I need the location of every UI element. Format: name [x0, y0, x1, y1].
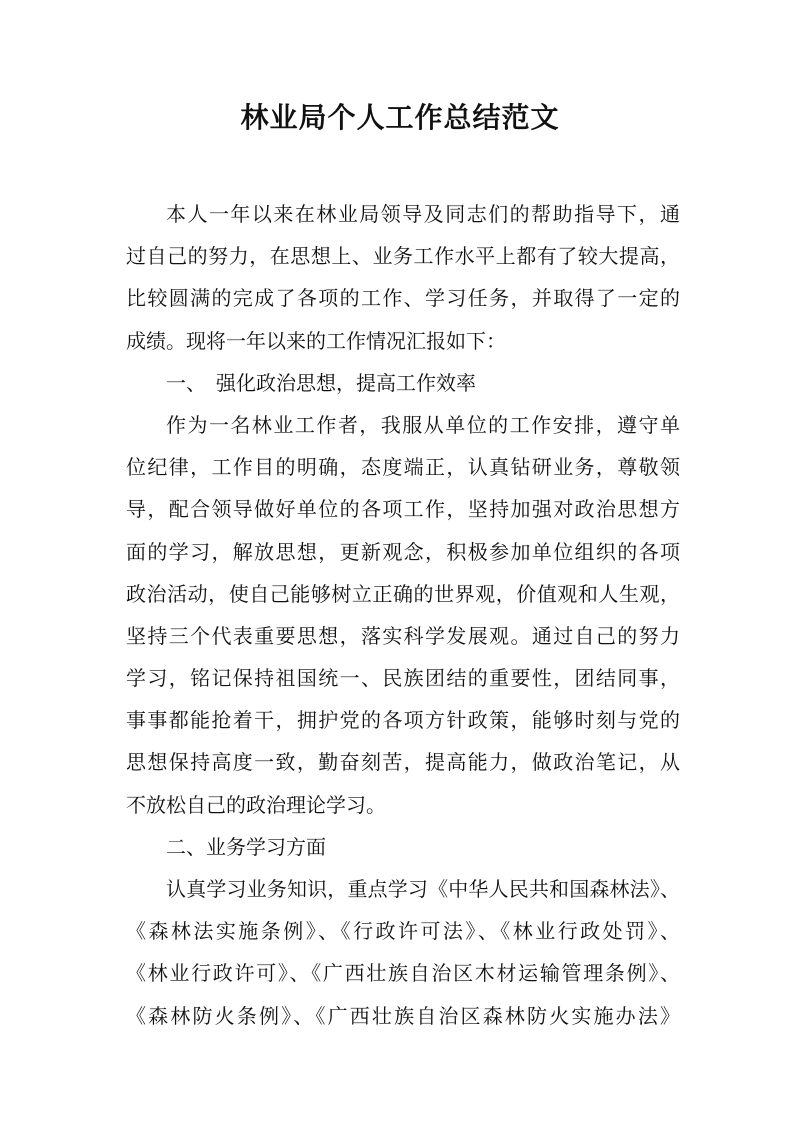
body-text-line: 作为一名林业工作者，我服从单位的工作安排，遵守单	[166, 412, 680, 437]
body-text-line: 认真学习业务知识，重点学习《中华人民共和国森林法》、	[166, 877, 680, 901]
body-text-line: 坚持三个代表重要思想，落实科学发展观。通过自己的努力	[126, 623, 680, 648]
body-text-line: 事事都能抢着干，拥护党的各项方针政策，能够时刻与党的	[126, 708, 680, 733]
body-text-line: 过自己的努力，在思想上、业务工作水平上都有了较大提高，	[126, 244, 680, 269]
body-text-line: 位纪律，工作目的明确，态度端正，认真钻研业务，尊敬领	[126, 455, 680, 480]
body-text-line: 《森林法实施条例》、《行政许可法》、《林业行政处罚》、	[126, 919, 680, 944]
body-text-line: 成绩。现将一年以来的工作情况汇报如下：	[126, 328, 506, 353]
body-text-line: 面的学习，解放思想，更新观念，积极参加单位组织的各项	[126, 539, 680, 564]
body-text-line: 思想保持高度一致，勤奋刻苦，提高能力，做政治笔记，从	[126, 750, 680, 775]
body-text-line: 一、 强化政治思想，提高工作效率	[166, 370, 476, 395]
document-title: 林业局个人工作总结范文	[240, 101, 560, 134]
body-text-line: 政治活动，使自己能够树立正确的世界观，价值观和人生观，	[126, 581, 680, 606]
body-text-line: 本人一年以来在林业局领导及同志们的帮助指导下，通	[166, 202, 680, 226]
body-text-line: 导，配合领导做好单位的各项工作，坚持加强对政治思想方	[126, 497, 680, 522]
body-text-line: 比较圆满的完成了各项的工作、学习任务，并取得了一定的	[126, 286, 680, 311]
body-text-line: 学习，铭记保持祖国统一、民族团结的重要性，团结同事，	[126, 666, 680, 691]
document-body	[126, 193, 680, 1037]
body-text-line: 二、业务学习方面	[166, 834, 326, 859]
body-text-line: 《森林防火条例》、《广西壮族自治区森林防火实施办法》	[126, 1003, 680, 1028]
body-text-line: 不放松自己的政治理论学习。	[126, 792, 386, 817]
body-text-line: 《林业行政许可》、《广西壮族自治区木材运输管理条例》、	[126, 961, 680, 986]
